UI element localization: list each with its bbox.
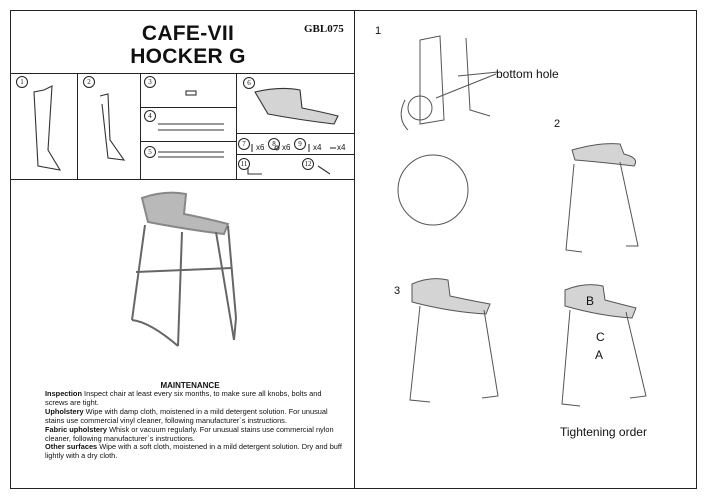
part-number-1: 1 xyxy=(16,76,28,88)
product-subtitle: HOCKER G xyxy=(130,45,246,68)
part-number-11: 11 xyxy=(238,158,250,170)
step1-detail-circle xyxy=(398,155,468,225)
step1-arrow xyxy=(401,100,408,130)
maintenance-item: Inspection Inspect chair at least every six months, to make sure all knobs, bolts and screws are tight. xyxy=(45,389,322,407)
step1-frame-2 xyxy=(466,38,490,116)
tightening-letter-c: C xyxy=(596,330,605,344)
step-2-label: 2 xyxy=(554,118,561,130)
bottom-hole-label: bottom hole xyxy=(496,67,559,81)
part-number-2: 2 xyxy=(83,76,95,88)
part-qty-9: x4 xyxy=(313,143,322,152)
part-12-drawing xyxy=(318,166,330,174)
part-4-drawing xyxy=(158,124,224,130)
part-qty-8: x6 xyxy=(282,143,291,152)
part-3-drawing xyxy=(186,91,196,95)
step2-seat xyxy=(572,144,636,166)
part-6-seat-drawing xyxy=(255,88,338,124)
part-number-9: 9 xyxy=(294,138,306,150)
part-qty-7: x6 xyxy=(256,143,265,152)
maintenance-item: Upholstery Wipe with damp cloth, moistened in a mild detergent solution. For unusual stains use commercial vinyl cleaner, following manufacturer`s instructions. xyxy=(45,406,328,425)
tightening-letter-a: A xyxy=(595,348,604,362)
step4-seat xyxy=(565,285,636,318)
step-3-label: 3 xyxy=(394,285,401,297)
tightening-letter-b: B xyxy=(586,294,595,308)
step-1-label: 1 xyxy=(375,25,382,37)
maintenance-title: MAINTENANCE xyxy=(160,381,220,390)
tightening-order-label: Tightening order xyxy=(560,425,647,439)
maintenance-text xyxy=(45,390,345,461)
part-number-5: 5 xyxy=(144,146,156,158)
maintenance-item: Fabric upholstery Whisk or vacuum regularly. For unusual stains use commercial nylon cleaner, following manufacturer`s instructions. xyxy=(45,424,334,443)
stool-photo xyxy=(132,193,236,346)
maintenance-item: Other surfaces Wipe with a soft cloth, moistened in a mild detergent solution. Dry and buff lightly with a dry cloth. xyxy=(45,442,342,461)
part-1-frame-drawing xyxy=(34,86,60,170)
step3-frame xyxy=(410,306,498,402)
part-number-8: 8 xyxy=(268,138,280,150)
product-title: CAFE-VII xyxy=(141,22,235,45)
bottom-hole-pointer xyxy=(436,72,498,98)
part-8-icon xyxy=(275,146,279,150)
step4-frame xyxy=(562,310,646,406)
part-qty-10: x4 xyxy=(337,143,346,152)
part-number-7: 7 xyxy=(238,138,250,150)
part-2-frame-drawing xyxy=(100,94,124,160)
part-11-drawing xyxy=(248,168,262,174)
part-number-6: 6 xyxy=(243,77,255,89)
part-number-12: 12 xyxy=(302,158,314,170)
step2-frame xyxy=(566,162,638,252)
part-number-4: 4 xyxy=(144,110,156,122)
part-number-3: 3 xyxy=(144,76,156,88)
product-code: GBL075 xyxy=(304,23,344,35)
part-5-drawing xyxy=(158,152,224,157)
step3-seat xyxy=(412,279,490,314)
